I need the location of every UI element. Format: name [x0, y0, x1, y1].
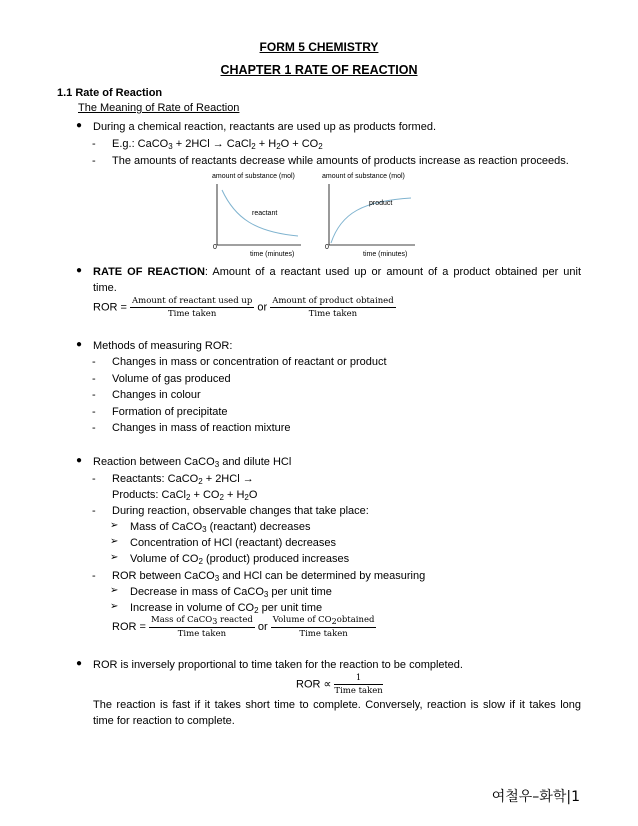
- ror-determination-line: ROR between CaCO$_3$ and HCl can be determined by measuring: [112, 570, 426, 583]
- example-equation: E.g.: CaCO$_3$ + 2HCl → CaCl$_2$ + $H_2O + CO_2$: [112, 138, 323, 151]
- reaction-heading: Reaction between CaCO$_3$ and dilute HCl: [93, 456, 292, 469]
- ror-definition-line2: time.: [93, 282, 117, 294]
- chapter-title: CHAPTER 1 RATE OF REACTION: [220, 63, 418, 77]
- right-graph-ylabel: amount of substance (mol): [322, 173, 405, 180]
- inverse-paragraph-line2: time for reaction to complete.: [93, 715, 235, 727]
- change-item: Mass of CaCO$_3$ (reactant) decreases: [130, 521, 311, 534]
- inverse-paragraph-line1: The reaction is fast if it takes short time to complete. Conversely, reaction is slow if it takes long: [93, 699, 581, 711]
- dash-marker: -: [92, 406, 96, 418]
- method-item: Changes in mass or concentration of reactant or product: [112, 356, 387, 368]
- left-graph-ylabel: amount of substance (mol): [212, 173, 295, 180]
- change-item: Volume of $CO_2$ (product) produced increases: [130, 553, 350, 566]
- bullet-icon: ●: [76, 120, 83, 131]
- left-graph-xlabel: time (minutes): [250, 251, 295, 258]
- arrow-bullet-icon: ➢: [110, 585, 119, 596]
- form-title: FORM 5 CHEMISTRY: [259, 40, 379, 54]
- products-line: Products: CaCl$_2$ + $CO_2 + H_2O$: [112, 489, 258, 502]
- inverse-heading: ROR is inversely proportional to time taken for the reaction to be completed.: [93, 659, 463, 671]
- arrow-bullet-icon: ➢: [110, 536, 119, 547]
- dash-marker: -: [92, 473, 96, 485]
- fraction-reactant: $\frac{\text{Amount of reactant used up}}{\text{Time taken}}$: [132, 296, 253, 319]
- dash-marker: -: [92, 389, 96, 401]
- section-subtitle: The Meaning of Rate of Reaction: [78, 102, 240, 114]
- reactants-line: Reactants: CaCO$_2$ + 2HCl →: [112, 473, 254, 486]
- dash-marker: -: [92, 356, 96, 368]
- fraction-product: $\frac{\text{Amount of product obtained}}{\text{Time taken}}$: [272, 296, 394, 319]
- bullet-icon: ●: [76, 658, 83, 669]
- right-curve-label: product: [369, 200, 393, 207]
- bullet-icon: ●: [76, 265, 83, 276]
- left-curve-label: reactant: [252, 210, 278, 217]
- caco3-ror-formula: ROR = $\frac{Mass of CaCO_3 reacted}{\text{Time taken}}$ or $\frac{Volume of CO_2obtained}{\text{Time taken}}$: [112, 615, 375, 639]
- method-item: Changes in mass of reaction mixture: [112, 422, 291, 434]
- arrow-bullet-icon: ➢: [110, 552, 119, 563]
- fraction-inverse: $\frac{1}{\text{Time taken}}$: [334, 673, 383, 696]
- observable-changes-heading: During reaction, observable changes that take place:: [112, 505, 369, 517]
- left-origin-label: 0: [213, 244, 217, 251]
- intro-dash-text: The amounts of reactants decrease while amounts of products increase as reaction proceeds.: [112, 155, 569, 167]
- measure-item: Increase in volume of $CO_2$ per unit time: [130, 602, 323, 615]
- fraction-volume: $\frac{Volume of CO_2obtained}{\text{Time taken}}$: [272, 615, 375, 639]
- measure-item: Decrease in mass of CaCO$_3$ per unit time: [130, 586, 332, 599]
- dash-marker: -: [92, 373, 96, 385]
- dash-marker: -: [92, 138, 96, 150]
- dash-marker: -: [92, 570, 96, 582]
- bullet-icon: ●: [76, 455, 83, 466]
- dash-marker: -: [92, 155, 96, 167]
- page-number: 1: [571, 789, 580, 805]
- inverse-formula: ROR ∝ $\frac{1}{\text{Time taken}}$: [296, 673, 383, 696]
- right-origin-label: 0: [325, 244, 329, 251]
- dash-marker: -: [92, 505, 96, 517]
- section-heading: 1.1 Rate of Reaction: [57, 87, 163, 99]
- right-graph-xlabel: time (minutes): [363, 251, 408, 258]
- ror-definition-line1: RATE OF REACTION: Amount of a reactant used up or amount of a product obtained per unit: [93, 266, 582, 278]
- arrow-bullet-icon: ➢: [110, 601, 119, 612]
- arrow-bullet-icon: ➢: [110, 520, 119, 531]
- intro-bullet-text: During a chemical reaction, reactants are used up as products formed.: [93, 121, 437, 133]
- fraction-mass: $\frac{Mass of CaCO_3 reacted}{\text{Time taken}}$: [151, 615, 253, 639]
- page-footer: 여철우–화학|1: [491, 789, 580, 805]
- dash-marker: -: [92, 422, 96, 434]
- bullet-icon: ●: [76, 339, 83, 350]
- change-item: Concentration of HCl (reactant) decreases: [130, 537, 337, 549]
- method-item: Formation of precipitate: [112, 406, 228, 418]
- reactant-product-graphs: [195, 168, 455, 263]
- method-item: Volume of gas produced: [112, 373, 231, 385]
- ror-formula: ROR = $\frac{\text{Amount of reactant used up}}{\text{Time taken}}$ or $\frac{\text{Amount of product obtained}}{\text{Time taken}}$: [93, 296, 394, 319]
- method-item: Changes in colour: [112, 389, 201, 401]
- methods-heading: Methods of measuring ROR:: [93, 340, 233, 352]
